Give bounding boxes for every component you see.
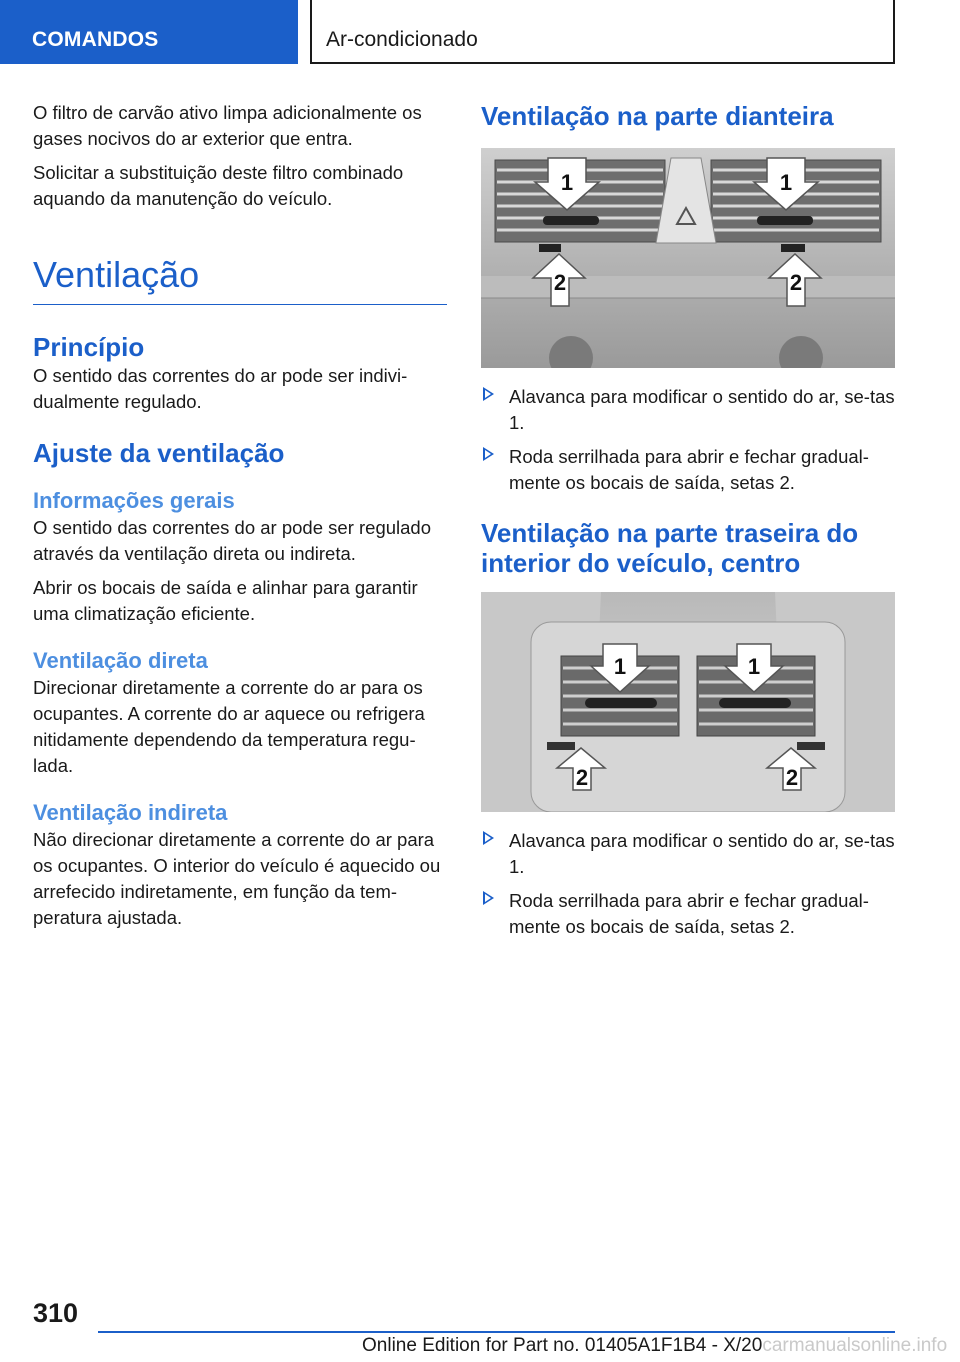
heading-rear-ventilation: Ventilação na parte traseira do interior do veículo, centro — [481, 518, 859, 578]
rear-bullet-list — [481, 828, 895, 940]
paragraph-principio: O sentido das correntes do ar pode ser indivi‐dualmente regulado. — [33, 365, 408, 412]
bullet-triangle-icon — [483, 447, 494, 461]
list-item: Roda serrilhada para abrir e fechar gradual‐mente os bocais de saída, setas 2. — [481, 444, 895, 496]
paragraph-info-1: O sentido das correntes do ar pode ser regulado através da ventilação direta ou indireta. — [33, 517, 431, 564]
footer-divider — [98, 1331, 895, 1333]
paragraph-ventilacao-direta: Direcionar diretamente a corrente do ar para os ocupantes. A corrente do ar aquece ou refrigera nitidamente dependendo da temperatura regu‐lada. — [33, 677, 425, 776]
heading-ventilacao-indireta: Ventilação indireta — [33, 800, 228, 825]
section-title-ventilacao: Ventilação — [33, 252, 447, 305]
paragraph-carbon-filter: O filtro de carvão ativo limpa adicionalmente os gases nocivos do ar exterior que entra. — [33, 102, 422, 149]
right-column — [481, 100, 895, 948]
front-callout-2-right: 2 — [789, 270, 803, 295]
footer-edition-text: Online Edition for Part no. 01405A1F1B4 - X/20 — [362, 1335, 763, 1356]
bullet-triangle-icon — [483, 387, 494, 401]
footer-edition — [362, 1335, 947, 1357]
list-item: Alavanca para modificar o sentido do ar, se‐tas 1. — [481, 384, 895, 436]
paragraph-ventilacao-indireta: Não direcionar diretamente a corrente do ar para os ocupantes. O interior do veículo é aquecido ou arrefecido indiretamente, em função da tem‐peratura ajustada. — [33, 829, 441, 928]
page-number: 310 — [33, 1298, 79, 1328]
list-item: Alavanca para modificar o sentido do ar, se‐tas 1. — [481, 828, 895, 880]
heading-front-ventilation: Ventilação na parte dianteira — [481, 101, 834, 131]
footer-watermark: carmanualsonline.info — [762, 1335, 948, 1356]
left-column — [33, 100, 447, 939]
bullet-triangle-icon — [483, 831, 494, 845]
rear-vents-photo — [481, 592, 895, 812]
rear-callout-1-left: 1 — [613, 654, 627, 679]
paragraph-info-2: Abrir os bocais de saída e alinhar para garantir uma climatização eficiente. — [33, 577, 418, 624]
header-section-label: COMANDOS — [32, 28, 159, 51]
bullet-triangle-icon — [483, 891, 494, 905]
front-callout-1-right: 1 — [779, 170, 793, 195]
heading-informacoes-gerais: Informações gerais — [33, 488, 235, 513]
paragraph-filter-replacement: Solicitar a substituição deste filtro combinado aquando da manutenção do veículo. — [33, 162, 404, 209]
heading-ventilacao-direta: Ventilação direta — [33, 648, 208, 673]
heading-principio: Princípio — [33, 332, 145, 362]
header-chapter-box — [310, 0, 895, 64]
front-vents-photo — [481, 148, 895, 368]
rear-callout-1-right: 1 — [747, 654, 761, 679]
front-callout-2-left: 2 — [553, 270, 567, 295]
header-section-tab — [0, 0, 298, 64]
header-chapter-label: Ar-condicionado — [326, 28, 478, 51]
front-bullet-list — [481, 384, 895, 496]
heading-ajuste-ventilacao: Ajuste da ventilação — [33, 438, 285, 468]
rear-callout-2-left: 2 — [575, 765, 589, 790]
list-item: Roda serrilhada para abrir e fechar gradual‐mente os bocais de saída, setas 2. — [481, 888, 895, 940]
front-callout-1-left: 1 — [560, 170, 574, 195]
rear-callout-2-right: 2 — [785, 765, 799, 790]
